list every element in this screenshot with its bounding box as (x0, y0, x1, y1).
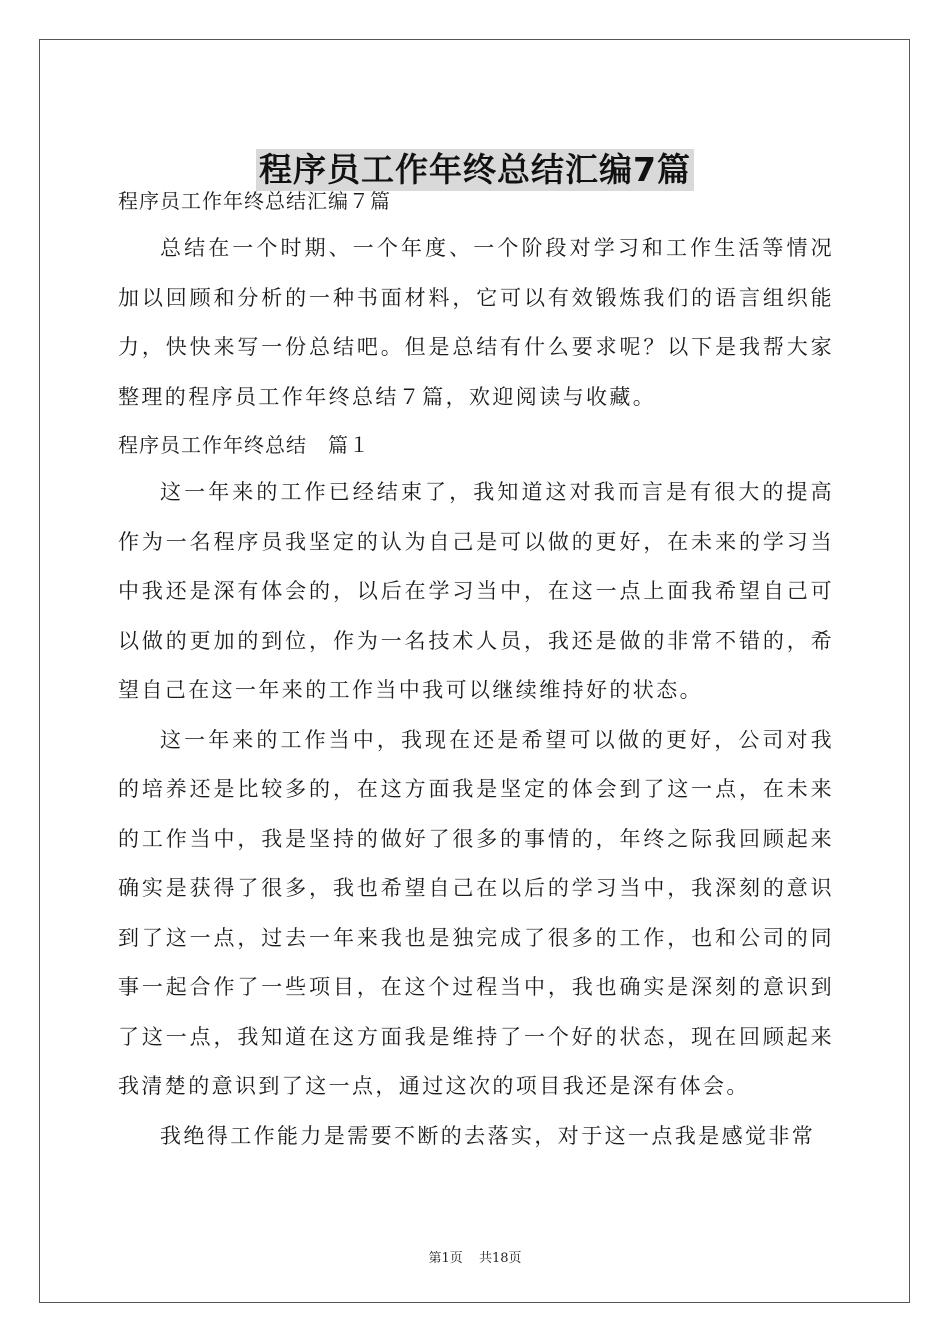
document-subtitle: 程序员工作年终总结汇编７篇 (118, 189, 391, 213)
document-title: 程序员工作年终总结汇编7篇 (256, 149, 694, 191)
body-paragraph: 这一年来的工作当中，我现在还是希望可以做的更好，公司对我的培养还是比较多的，在这方面我是坚定的体会到了这一点，在未来的工作当中，我是坚持的做好了很多的事情的，年终之际我回顾起来确实是获得了很多，我也希望自己在以后的学习当中，我深刻的意识到了这一点，过去一年来我也是独完成了很多的工作，也和公司的同事一起合作了一些项目，在这个过程当中，我也确实是深刻的意识到了这一点，我知道在这方面我是维持了一个好的状态，现在回顾起来我清楚的意识到了这一点，通过这次的项目我还是深有体会。 (118, 727, 834, 1098)
page-footer (0, 1247, 950, 1266)
body-paragraph: 我绝得工作能力是需要不断的去落实，对于这一点我是感觉非常 (160, 1123, 816, 1148)
total-pages: 共18页 (478, 1251, 522, 1266)
section-heading: 程序员工作年终总结 篇１ (118, 433, 370, 457)
intro-paragraph: 总结在一个时期、一个年度、一个阶段对学习和工作生活等情况加以回顾和分析的一种书面材料，它可以有效锻炼我们的语言组织能力，快快来写一份总结吧。但是总结有什么要求呢？以下是我帮大家整理的程序员工作年终总结７篇，欢迎阅读与收藏。 (118, 236, 834, 409)
document-body (118, 178, 834, 1161)
body-paragraph: 这一年来的工作已经结束了，我知道这对我而言是有很大的提高作为一名程序员我坚定的认为自己是可以做的更好，在未来的学习当中我还是深有体会的，以后在学习当中，在这一点上面我希望自己可以做的更加的到位，作为一名技术人员，我还是做的非常不错的，希望自己在这一年来的工作当中我可以继续维持好的状态。 (118, 480, 834, 702)
page-number: 第1页 (428, 1251, 463, 1266)
